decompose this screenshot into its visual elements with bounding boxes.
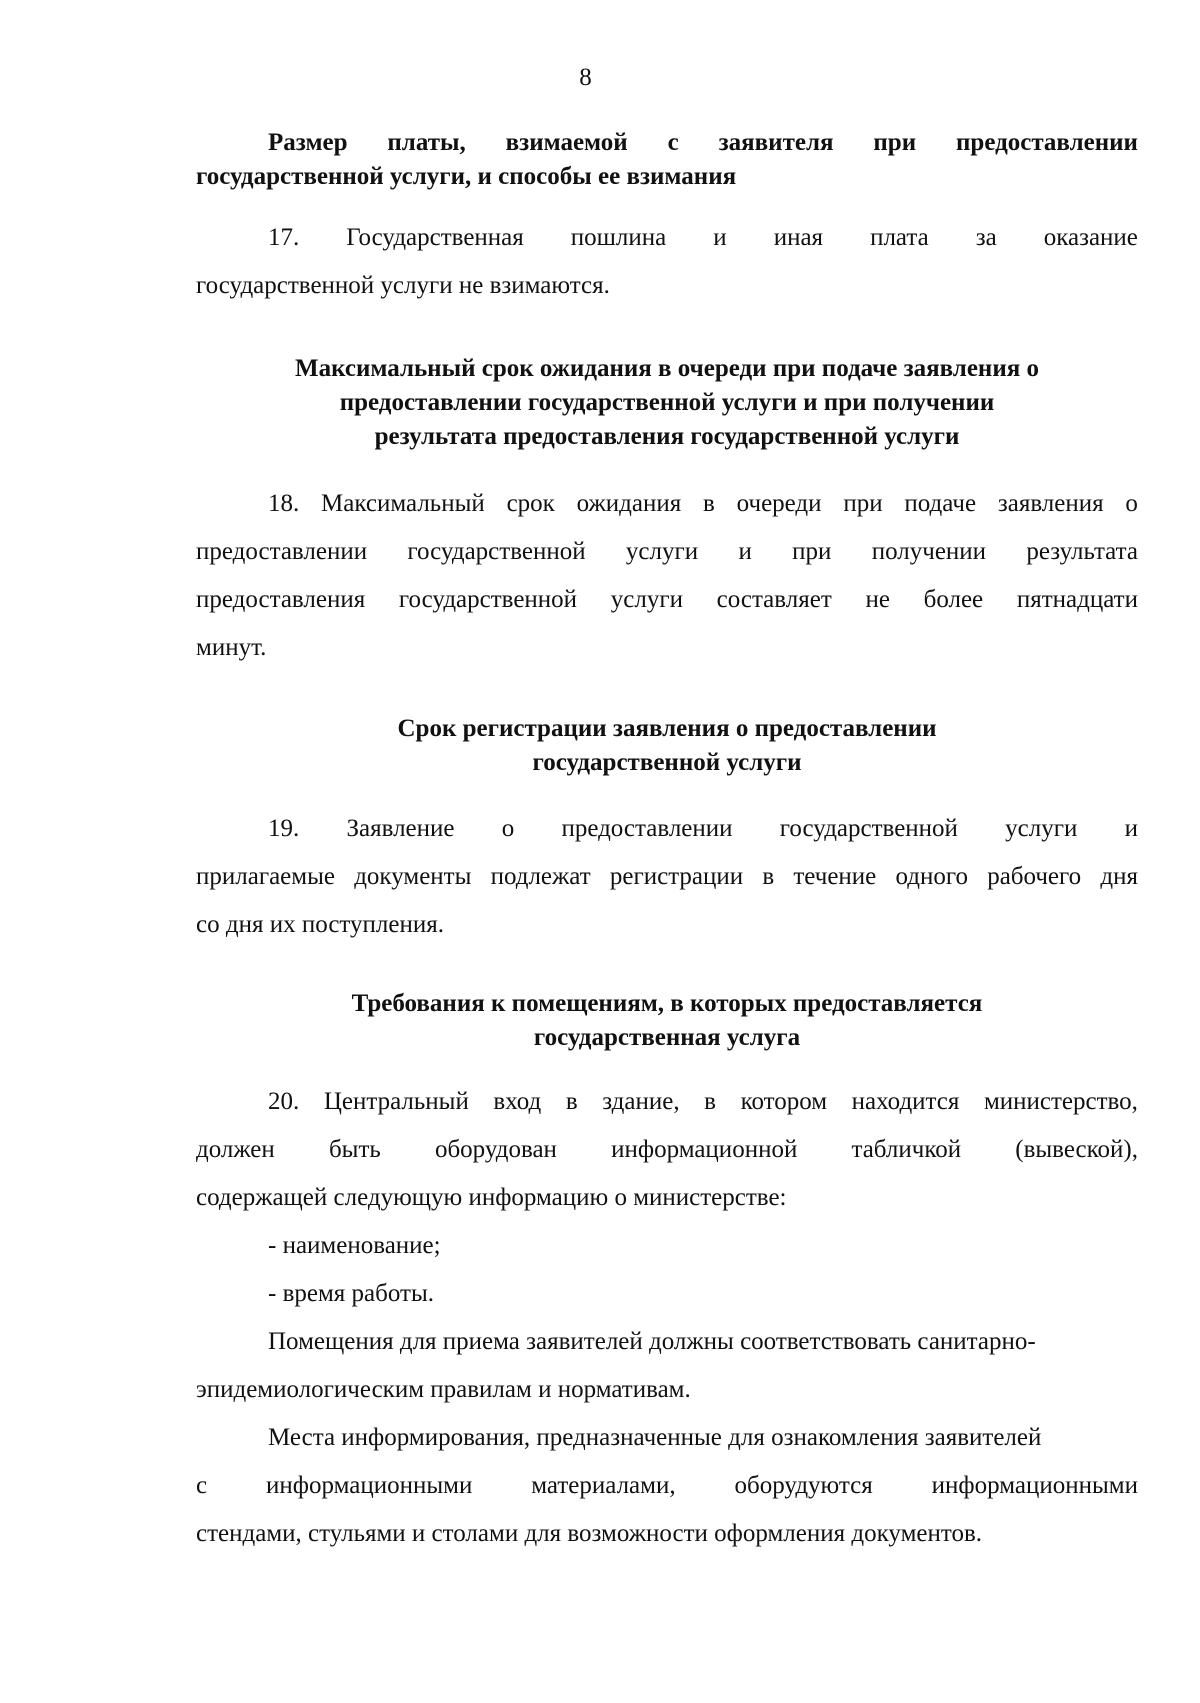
para-line: стендами, стульями и столами для возможности оформления документов. [196, 1520, 983, 1547]
word: Государственная [346, 224, 524, 251]
word: при [843, 490, 883, 517]
section-heading-registration [196, 712, 1138, 780]
word: с [196, 1472, 208, 1499]
word: результата [1026, 538, 1138, 565]
word: иная [773, 224, 824, 251]
word: ожидания [576, 490, 682, 517]
word: получении [871, 538, 987, 565]
word: заявления [997, 490, 1104, 517]
heading-line: государственной услуги, и способы ее взимания [196, 163, 737, 190]
heading-line: предоставлении государственной услуги и при получении [339, 389, 995, 416]
word: в [704, 1088, 716, 1115]
word: и [1124, 815, 1138, 842]
word: взимаемой [505, 129, 628, 156]
word: информационной [611, 1136, 798, 1163]
paragraph-number: 19. [268, 815, 300, 842]
word: Размер [268, 129, 348, 156]
word: информационными [931, 1472, 1138, 1499]
paragraph-19 [196, 805, 1138, 949]
word: очереди [736, 490, 822, 517]
word: дня [1100, 863, 1138, 890]
word: предоставления [196, 586, 366, 613]
section-heading-premises [196, 987, 1138, 1055]
word: документы [354, 863, 472, 890]
para-line: Места информирования, предназначенные для ознакомления заявителей [268, 1424, 1042, 1451]
word: предоставлении [956, 129, 1138, 156]
word: в [762, 863, 775, 890]
para-line: государственной услуги не взимаются. [196, 272, 610, 299]
heading-line: Требования к помещениям, в которых предоставляется [351, 990, 983, 1017]
word: подаче [904, 490, 977, 517]
heading-line: государственная услуга [533, 1024, 801, 1051]
word: платы, [387, 129, 466, 156]
word: Максимальный [321, 490, 485, 517]
word: предоставлении [561, 815, 733, 842]
word: (вывеской), [1015, 1136, 1138, 1163]
word: Заявление [346, 815, 455, 842]
word: пошлина [570, 224, 667, 251]
word: с [667, 129, 679, 156]
list-item: - наименование; [268, 1232, 441, 1259]
word: более [923, 586, 984, 613]
word: предоставлении [196, 538, 368, 565]
word: плата [870, 224, 929, 251]
para-line [196, 805, 1138, 853]
para-line: Помещения для приема заявителей должны соответствовать санитарно- [268, 1328, 1036, 1355]
word: регистрации [609, 863, 744, 890]
word: составляет [716, 586, 832, 613]
word: услуги [625, 538, 699, 565]
word: информационными [266, 1472, 473, 1499]
word: не [865, 586, 890, 613]
word: Центральный [323, 1088, 469, 1115]
word: оказание [1043, 224, 1138, 251]
heading-line: Срок регистрации заявления о предоставлении [397, 715, 937, 742]
word: табличкой [851, 1136, 962, 1163]
para-line: содержащей следующую информацию о министерстве: [196, 1184, 787, 1211]
word: котором [740, 1088, 828, 1115]
word: прилагаемые [196, 863, 335, 890]
heading-line: государственной услуги [532, 749, 802, 776]
word: государственной [407, 538, 586, 565]
word: и [713, 224, 727, 251]
paragraph-20 [196, 1078, 1138, 1558]
heading-line: результата предоставления государственной услуги [374, 423, 960, 450]
word: при [792, 538, 832, 565]
word: услуги [610, 586, 683, 613]
word: материалами, [531, 1472, 676, 1499]
word: течение [793, 863, 877, 890]
word: государственной [779, 815, 958, 842]
word: здание, [602, 1088, 680, 1115]
word: оборудован [434, 1136, 557, 1163]
word: вход [493, 1088, 542, 1115]
paragraph-number: 18. [268, 490, 300, 517]
word: быть [328, 1136, 381, 1163]
word: в [565, 1088, 578, 1115]
section-heading-fee [196, 126, 1138, 194]
paragraph-17 [196, 214, 1138, 310]
para-line [196, 1462, 1138, 1510]
para-line: минут. [196, 634, 267, 661]
word: за [975, 224, 997, 251]
word: и [738, 538, 752, 565]
word: о [501, 815, 515, 842]
para-line: со дня их поступления. [196, 911, 444, 938]
paragraph-number: 17. [268, 224, 300, 251]
word: рабочего [987, 863, 1082, 890]
heading-line [196, 126, 1138, 160]
list-item: - время работы. [268, 1280, 435, 1307]
word: пятнадцати [1016, 586, 1138, 613]
word: одного [895, 863, 968, 890]
heading-line: Максимальный срок ожидания в очереди при подаче заявления о [294, 355, 1040, 382]
word: должен [196, 1136, 275, 1163]
section-heading-queue [196, 352, 1138, 454]
para-line [196, 214, 1138, 262]
word: срок [506, 490, 555, 517]
word: о [1125, 490, 1138, 517]
para-line [196, 1126, 1138, 1174]
para-line [196, 853, 1138, 901]
para-line [196, 528, 1138, 576]
word: подлежат [490, 863, 591, 890]
word: услуги [1005, 815, 1078, 842]
word: министерство, [983, 1088, 1138, 1115]
para-line: эпидемиологическим правилам и нормативам. [196, 1376, 691, 1403]
word: государственной [398, 586, 578, 613]
para-line [196, 480, 1138, 528]
word: оборудуются [734, 1472, 873, 1499]
word: в [703, 490, 715, 517]
paragraph-18 [196, 480, 1138, 672]
paragraph-number: 20. [268, 1088, 300, 1115]
word: находится [851, 1088, 960, 1115]
word: при [873, 129, 917, 156]
page-number: 8 [579, 64, 592, 91]
para-line [196, 1078, 1138, 1126]
para-line [196, 576, 1138, 624]
word: заявителя [718, 129, 834, 156]
